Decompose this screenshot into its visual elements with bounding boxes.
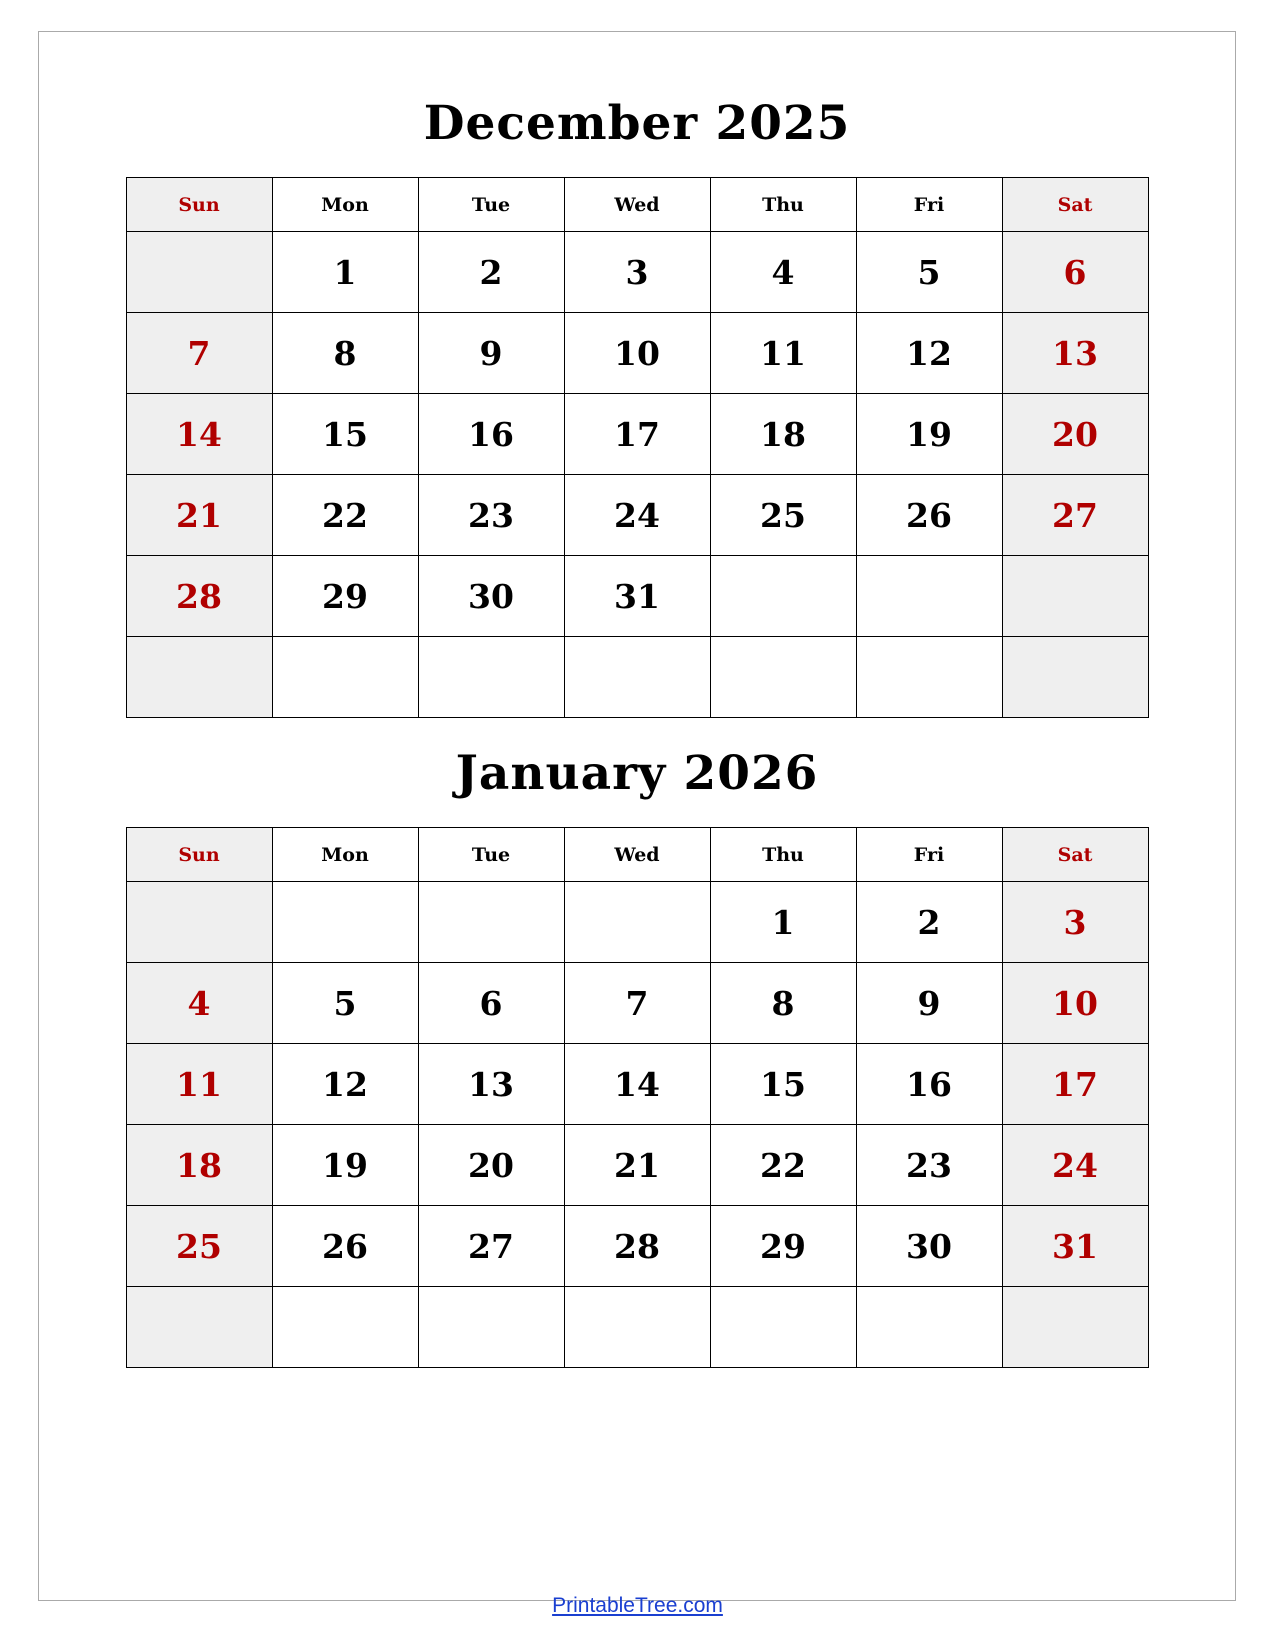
weekday-header-tue: Tue	[418, 828, 564, 882]
weekday-header-thu: Thu	[710, 828, 856, 882]
day-cell[interactable]: 27	[418, 1206, 564, 1287]
day-cell[interactable]	[710, 1287, 856, 1368]
day-cell[interactable]	[710, 637, 856, 718]
day-cell[interactable]: 3	[564, 232, 710, 313]
calendar-table-december	[126, 177, 1149, 718]
day-cell[interactable]: 26	[856, 475, 1002, 556]
weekday-header-sat: Sat	[1002, 178, 1148, 232]
day-cell[interactable]: 29	[272, 556, 418, 637]
day-cell[interactable]: 13	[1002, 313, 1148, 394]
calendar-week-row	[126, 313, 1148, 394]
day-cell[interactable]: 23	[418, 475, 564, 556]
day-cell[interactable]	[564, 882, 710, 963]
day-cell[interactable]: 7	[564, 963, 710, 1044]
printabletree-link[interactable]: PrintableTree.com	[552, 1594, 723, 1617]
day-cell[interactable]: 9	[418, 313, 564, 394]
calendar-page	[38, 31, 1236, 1601]
day-cell[interactable]	[418, 1287, 564, 1368]
day-cell[interactable]: 5	[856, 232, 1002, 313]
day-cell[interactable]: 3	[1002, 882, 1148, 963]
weekday-header-fri: Fri	[856, 178, 1002, 232]
day-cell[interactable]: 19	[272, 1125, 418, 1206]
day-cell[interactable]: 19	[856, 394, 1002, 475]
day-cell[interactable]: 30	[418, 556, 564, 637]
day-cell[interactable]: 20	[1002, 394, 1148, 475]
day-cell[interactable]: 13	[418, 1044, 564, 1125]
month-block-december	[38, 96, 1236, 718]
day-cell[interactable]	[418, 637, 564, 718]
calendar-week-row	[126, 1206, 1148, 1287]
day-cell[interactable]: 17	[564, 394, 710, 475]
weekday-header-wed: Wed	[564, 828, 710, 882]
day-cell[interactable]: 12	[856, 313, 1002, 394]
month-block-january	[38, 746, 1236, 1368]
day-cell[interactable]	[272, 637, 418, 718]
month-title-january: January 2026	[455, 746, 819, 801]
day-cell[interactable]: 26	[272, 1206, 418, 1287]
day-cell[interactable]: 4	[710, 232, 856, 313]
calendar-week-row	[126, 556, 1148, 637]
day-cell[interactable]	[1002, 1287, 1148, 1368]
day-cell[interactable]: 15	[710, 1044, 856, 1125]
day-cell[interactable]: 5	[272, 963, 418, 1044]
day-cell[interactable]	[126, 1287, 272, 1368]
day-cell[interactable]: 18	[126, 1125, 272, 1206]
day-cell[interactable]: 16	[418, 394, 564, 475]
day-cell[interactable]: 10	[564, 313, 710, 394]
day-cell[interactable]	[564, 1287, 710, 1368]
day-cell[interactable]: 27	[1002, 475, 1148, 556]
day-cell[interactable]: 17	[1002, 1044, 1148, 1125]
weekday-header-sat: Sat	[1002, 828, 1148, 882]
day-cell[interactable]: 21	[126, 475, 272, 556]
day-cell[interactable]: 24	[1002, 1125, 1148, 1206]
weekday-header-thu: Thu	[710, 178, 856, 232]
day-cell[interactable]: 25	[126, 1206, 272, 1287]
day-cell[interactable]	[126, 882, 272, 963]
weekday-header-sun: Sun	[126, 178, 272, 232]
day-cell[interactable]	[564, 637, 710, 718]
weekday-header-mon: Mon	[272, 828, 418, 882]
day-cell[interactable]: 16	[856, 1044, 1002, 1125]
day-cell[interactable]: 2	[856, 882, 1002, 963]
day-cell[interactable]	[272, 882, 418, 963]
day-cell[interactable]	[1002, 556, 1148, 637]
day-cell[interactable]: 1	[272, 232, 418, 313]
day-cell[interactable]	[418, 882, 564, 963]
day-cell[interactable]: 1	[710, 882, 856, 963]
day-cell[interactable]: 11	[126, 1044, 272, 1125]
weekday-header-row	[126, 828, 1148, 882]
day-cell[interactable]: 24	[564, 475, 710, 556]
day-cell[interactable]: 15	[272, 394, 418, 475]
day-cell[interactable]: 28	[564, 1206, 710, 1287]
calendar-week-row	[126, 1125, 1148, 1206]
day-cell[interactable]: 4	[126, 963, 272, 1044]
weekday-header-sun: Sun	[126, 828, 272, 882]
day-cell[interactable]: 29	[710, 1206, 856, 1287]
day-cell[interactable]: 8	[710, 963, 856, 1044]
day-cell[interactable]: 14	[126, 394, 272, 475]
day-cell[interactable]	[126, 637, 272, 718]
weekday-header-tue: Tue	[418, 178, 564, 232]
calendar-week-row	[126, 232, 1148, 313]
day-cell[interactable]: 28	[126, 556, 272, 637]
day-cell[interactable]: 2	[418, 232, 564, 313]
day-cell[interactable]: 22	[272, 475, 418, 556]
day-cell[interactable]: 7	[126, 313, 272, 394]
day-cell[interactable]	[272, 1287, 418, 1368]
calendar-week-row	[126, 394, 1148, 475]
day-cell[interactable]: 18	[710, 394, 856, 475]
day-cell[interactable]: 22	[710, 1125, 856, 1206]
day-cell[interactable]: 8	[272, 313, 418, 394]
day-cell[interactable]: 6	[418, 963, 564, 1044]
footer	[0, 1594, 1275, 1618]
day-cell[interactable]: 30	[856, 1206, 1002, 1287]
day-cell[interactable]: 14	[564, 1044, 710, 1125]
day-cell[interactable]: 31	[564, 556, 710, 637]
day-cell[interactable]: 10	[1002, 963, 1148, 1044]
day-cell[interactable]	[1002, 637, 1148, 718]
weekday-header-wed: Wed	[564, 178, 710, 232]
day-cell[interactable]	[126, 232, 272, 313]
day-cell[interactable]	[856, 1287, 1002, 1368]
calendar-week-row	[126, 1044, 1148, 1125]
day-cell[interactable]: 25	[710, 475, 856, 556]
month-title-december: December 2025	[423, 96, 851, 151]
weekday-header-mon: Mon	[272, 178, 418, 232]
day-cell[interactable]	[856, 637, 1002, 718]
day-cell[interactable]: 31	[1002, 1206, 1148, 1287]
day-cell[interactable]	[856, 556, 1002, 637]
weekday-header-row	[126, 178, 1148, 232]
weekday-header-fri: Fri	[856, 828, 1002, 882]
calendar-week-row	[126, 882, 1148, 963]
day-cell[interactable]: 9	[856, 963, 1002, 1044]
day-cell[interactable]: 20	[418, 1125, 564, 1206]
day-cell[interactable]: 21	[564, 1125, 710, 1206]
day-cell[interactable]: 12	[272, 1044, 418, 1125]
day-cell[interactable]: 6	[1002, 232, 1148, 313]
calendar-week-row	[126, 637, 1148, 718]
day-cell[interactable]	[710, 556, 856, 637]
day-cell[interactable]: 23	[856, 1125, 1002, 1206]
calendar-table-january	[126, 827, 1149, 1368]
calendar-week-row	[126, 1287, 1148, 1368]
calendar-week-row	[126, 963, 1148, 1044]
day-cell[interactable]: 11	[710, 313, 856, 394]
calendar-week-row	[126, 475, 1148, 556]
